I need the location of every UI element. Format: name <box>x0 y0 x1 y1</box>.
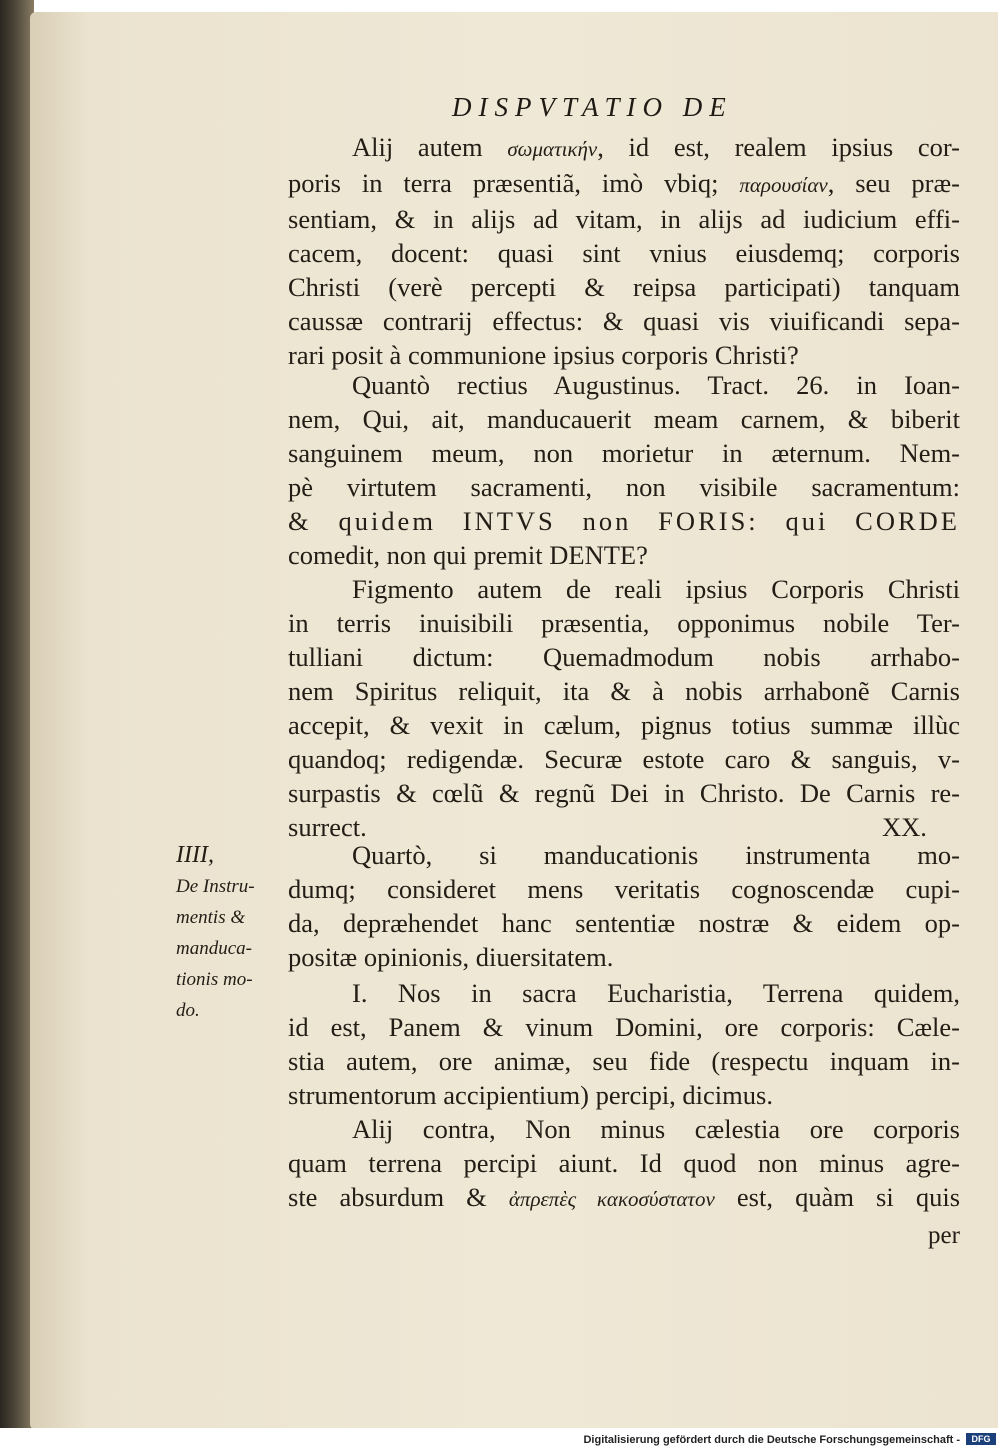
margin-note-line: De Instru- <box>176 876 255 897</box>
text-line: sanguinem meum, non morietur in æternum. Nem- <box>288 438 960 468</box>
paragraph-5 <box>288 976 960 1112</box>
paragraph-4 <box>288 838 960 974</box>
text-line: nem, Qui, ait, manducauerit meam carnem, & biberit <box>288 404 960 434</box>
text-line: ste absurdum & ἀπρεπὲς κακοσύστατον est, quàm si quis <box>288 1182 961 1212</box>
text-line: & quidem INTVS non FORIS: qui CORDE <box>288 506 960 536</box>
text-line: stia autem, ore animæ, seu fide (respectu inquam in- <box>288 1046 960 1076</box>
text-line: tulliani dictum: Quemadmodum nobis arrhabo- <box>288 642 960 672</box>
paragraph-1 <box>288 130 960 372</box>
dfg-logo: DFG <box>966 1433 996 1445</box>
text-line: caussæ contrarij effectus: & quasi vis viuificandi sepa- <box>288 306 960 336</box>
text-line: sentiam, & in alijs ad vitam, in alijs ad iudicium effi- <box>288 204 960 234</box>
text-line: nem Spiritus reliquit, ita & à nobis arrhabonẽ Carnis <box>288 676 960 706</box>
paragraph-2 <box>288 368 960 572</box>
text-line: dumq; consideret mens veritatis cognoscendæ cupi- <box>288 874 960 904</box>
paragraph-3 <box>288 572 960 844</box>
section-number: XX. <box>882 812 927 842</box>
text-line: comedit, non qui premit DENTE? <box>288 540 648 570</box>
footer-credit-text: Digitalisierung gefördert durch die Deutsche Forschungsgemeinschaft - <box>583 1434 960 1446</box>
text-line: in terris inuisibili præsentia, opponimus nobile Ter- <box>288 608 960 638</box>
text-line: Quantò rectius Augustinus. Tract. 26. in Ioan- <box>352 370 960 400</box>
text-line: I. Nos in sacra Eucharistia, Terrena quidem, <box>352 978 960 1008</box>
text-line: da, depræhendet hanc sententiæ nostræ & eidem op- <box>288 908 960 938</box>
text-line: accepit, & vexit in cælum, pignus totius summæ illùc <box>288 710 960 740</box>
text-line: rari posit à communione ipsius corporis Christi? <box>288 340 799 370</box>
paragraph-6 <box>288 1112 960 1216</box>
margin-note-line: manduca- <box>176 938 252 959</box>
text-line: surrect. XX. <box>288 812 927 842</box>
text-line: Figmento autem de reali ipsius Corporis Christi <box>352 574 960 604</box>
text-line: quandoq; redigendæ. Securæ estote caro & sanguis, v- <box>288 744 960 774</box>
text-line: Alij contra, Non minus cælestia ore corporis <box>352 1114 960 1144</box>
text-line: pè virtutem sacramenti, non visibile sacramentum: <box>288 472 960 502</box>
text-line: surpastis & cœlũ & regnũ Dei in Christo. De Carnis re- <box>288 778 960 808</box>
text-line: id est, Panem & vinum Domini, ore corporis: Cæle- <box>288 1012 960 1042</box>
catchword: per <box>928 1222 960 1249</box>
text-line: strumentorum accipientium) percipi, dicimus. <box>288 1080 773 1110</box>
text-line: cacem, docent: quasi sint vnius eiusdemq; corporis <box>288 238 960 268</box>
margin-note-number: IIII, <box>176 842 214 868</box>
text-line: positæ opinionis, diuersitatem. <box>288 942 614 972</box>
text-line: quam terrena percipi aiunt. Id quod non minus agre- <box>288 1148 960 1178</box>
margin-note <box>176 840 286 1026</box>
text-line: Quartò, si manducationis instrumenta mo- <box>352 840 960 870</box>
text-line: Alij autem σωματικήν, id est, realem ipsius cor- <box>352 132 960 162</box>
digitization-footer <box>0 1428 1000 1451</box>
margin-note-line: tionis mo- <box>176 969 253 990</box>
text-line: poris in terra præsentiã, imò vbiq; παρουσίαν, seu præ- <box>288 168 960 198</box>
margin-note-line: do. <box>176 1000 200 1021</box>
book-binding-edge <box>0 0 34 1428</box>
running-head: DISPVTATIO DE <box>452 92 733 122</box>
margin-note-line: mentis & <box>176 907 246 928</box>
text-line: Christi (verè percepti & reipsa participati) tanquam <box>288 272 960 302</box>
